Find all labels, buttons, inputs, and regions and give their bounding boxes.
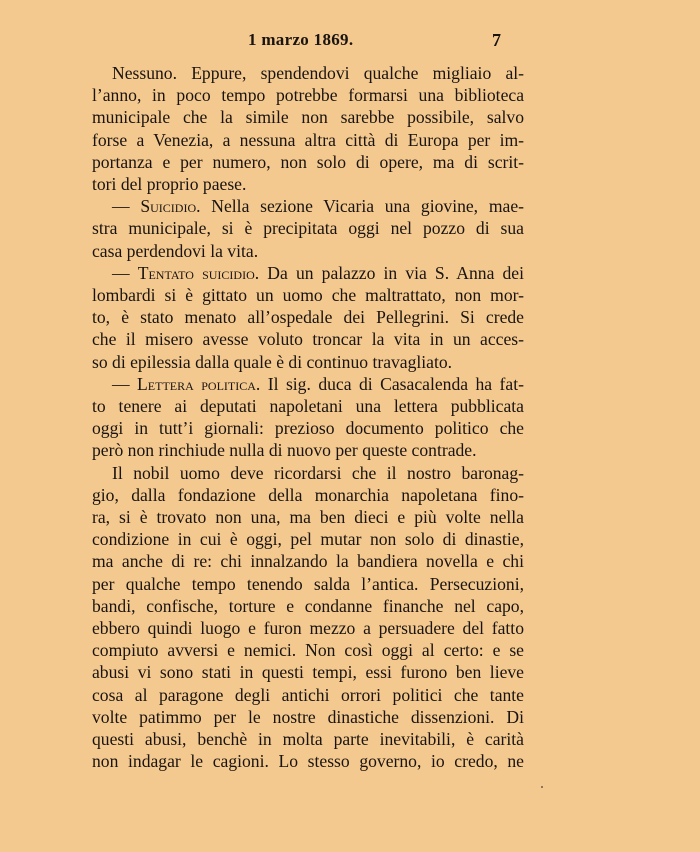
line-text: stra municipale, si è precipitata oggi nel pozzo di sua <box>92 218 524 239</box>
paper-speck <box>541 786 543 788</box>
text-line <box>92 506 524 528</box>
line-text: so di epilessia dalla quale è di continuo travagliato. <box>92 351 453 372</box>
text-line <box>92 550 524 572</box>
line-text: Il sig. duca di Casacalenda ha fat- <box>267 373 524 394</box>
text-line <box>92 129 524 151</box>
line-text: forse a Venezia, a nessuna altra città di Europa per im- <box>92 129 524 150</box>
text-line <box>92 728 524 750</box>
item-heading: Suicidio. <box>140 196 201 217</box>
line-text: gio, dalla fondazione della monarchia napoletana fino- <box>92 484 524 505</box>
line-text: Il nobil uomo deve ricordarsi che il nostro baronag- <box>112 462 524 483</box>
page-number: 7 <box>492 30 501 50</box>
line-text: per qualche tempo tenendo salda l’antica. Persecuzioni, <box>92 573 524 594</box>
text-line <box>92 439 524 461</box>
text-line <box>92 195 524 217</box>
paragraph <box>92 462 524 773</box>
body-text <box>92 62 524 773</box>
text-line <box>92 639 524 661</box>
paragraph <box>92 62 524 195</box>
text-line <box>92 684 524 706</box>
text-line <box>92 484 524 506</box>
text-line <box>92 706 524 728</box>
text-line <box>92 661 524 683</box>
text-line <box>92 750 524 772</box>
line-text: oggi in tutt’i giornali: prezioso documento politico che <box>92 418 524 439</box>
line-text: compiuto avversi e nemici. Non così oggi al certo: e se <box>92 640 524 661</box>
line-text: che il misero avesse voluto troncar la vita in un acces- <box>92 329 524 350</box>
line-text: casa perdendovi la vita. <box>92 240 259 261</box>
line-text: lombardi si è gittato un uomo che maltrattato, non mor- <box>92 285 524 306</box>
item-heading: Lettera politica. <box>137 373 261 394</box>
text-line <box>92 217 524 239</box>
line-text: volte patimmo per le nostre dinastiche dissenzioni. Di <box>92 706 524 727</box>
em-dash: — <box>112 373 138 394</box>
text-line <box>92 395 524 417</box>
line-text: Da un palazzo in via S. Anna dei <box>267 262 525 283</box>
text-line <box>92 373 524 395</box>
text-line <box>92 106 524 128</box>
text-line <box>92 617 524 639</box>
line-text: bandi, confische, torture e condanne finanche nel capo, <box>92 595 524 616</box>
line-text: condizione in cui è oggi, pel mutar non solo di dinastie, <box>92 529 524 550</box>
item-heading: Tentato suicidio. <box>137 262 260 283</box>
line-text: Nella sezione Vicaria una giovine, mae- <box>211 196 524 217</box>
line-text: cosa al paragone degli antichi orrori politici che tante <box>92 684 524 705</box>
text-line <box>92 528 524 550</box>
news-item <box>92 195 524 262</box>
text-line <box>92 173 524 195</box>
line-text: l’anno, in poco tempo potrebbe formarsi una biblioteca <box>92 85 524 106</box>
text-line <box>92 262 524 284</box>
em-dash: — <box>112 196 141 217</box>
line-text: ra, si è trovato non una, ma ben dieci e più volte nella <box>92 507 524 528</box>
line-text: abusi vi sono stati in questi tempi, essi furono ben lieve <box>92 662 524 683</box>
line-text: però non rinchiude nulla di nuovo per queste contrade. <box>92 440 477 461</box>
text-line <box>92 151 524 173</box>
line-text: questi abusi, benchè in molta parte inevitabili, è carità <box>92 729 524 750</box>
line-text: portanza e per numero, non solo di opere, ma di scrit- <box>92 151 524 172</box>
header-date: 1 marzo 1869. <box>248 30 354 49</box>
text-line <box>92 462 524 484</box>
text-line <box>92 573 524 595</box>
text-line <box>92 240 524 262</box>
news-item <box>92 262 524 373</box>
line-text: tori del proprio paese. <box>92 174 247 195</box>
line-text: to, è stato menato all’ospedale dei Pellegrini. Si crede <box>92 307 524 328</box>
news-item <box>92 373 524 462</box>
text-line <box>92 351 524 373</box>
text-line <box>92 84 524 106</box>
line-text: ma anche di re: chi innalzando la bandiera novella e chi <box>92 551 524 572</box>
text-line <box>92 62 524 84</box>
text-line <box>92 595 524 617</box>
line-text: non indagar le cagioni. Lo stesso governo, io credo, ne <box>92 751 524 772</box>
text-line <box>92 306 524 328</box>
text-line <box>92 284 524 306</box>
text-line <box>92 328 524 350</box>
line-text: ebbero quindi luogo e furon mezzo a persuadere del fatto <box>92 618 524 639</box>
line-text: Nessuno. Eppure, spendendovi qualche migliaio al- <box>112 63 524 83</box>
text-line <box>92 417 524 439</box>
line-text: municipale che la simile non sarebbe possibile, salvo <box>92 107 524 128</box>
em-dash: — <box>112 262 138 283</box>
running-header <box>0 30 700 54</box>
line-text: to tenere ai deputati napoletani una lettera pubblicata <box>92 396 524 417</box>
